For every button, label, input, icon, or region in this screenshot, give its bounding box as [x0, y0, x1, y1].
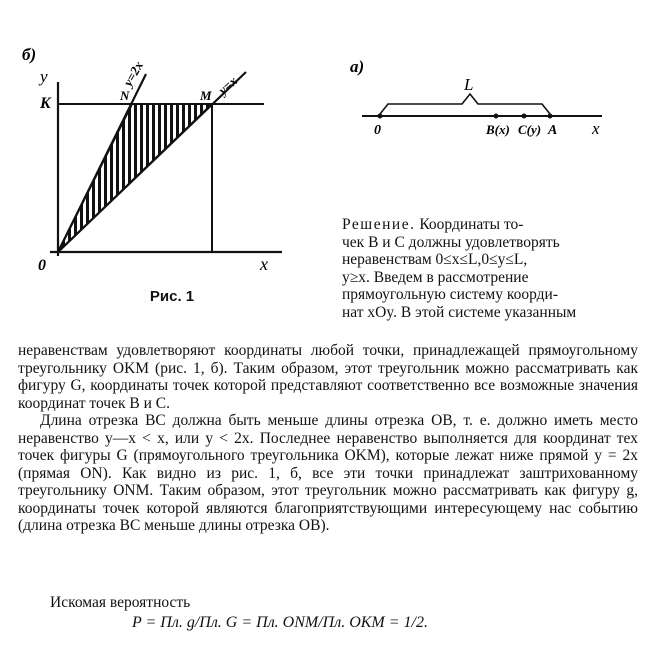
- solution-text: [342, 216, 638, 321]
- figure-b-panel-label: б): [22, 45, 37, 64]
- solution-line-5: прямоугольную систему коорди-: [342, 286, 558, 303]
- line-y-2x-label: y=2x: [120, 58, 147, 89]
- point-c-label: C(y): [518, 122, 542, 137]
- point-a: [548, 114, 553, 119]
- y-axis-label: y: [40, 67, 48, 86]
- point-b-label: B(x): [486, 122, 510, 137]
- solution-line-6: нат xOy. В этой системе указанным: [342, 303, 577, 321]
- segment-label: L: [464, 75, 474, 94]
- point-o: [378, 114, 383, 119]
- paragraph-1: неравенствам удовлетворяют координаты любой точки, принадлежащей прямоугольному треугольнику OKM (рис. 1, б). Таким образом, этот треугольник можно рассматривать как фигуру G, координаты точек которой представляют соответственно все возможные значения координат точек B и C.: [18, 342, 638, 412]
- figure-b-diagram: [20, 44, 320, 314]
- k-label: K: [40, 95, 51, 112]
- point-c: [522, 114, 527, 119]
- probability-formula: P = Пл. g/Пл. G = Пл. ONM/Пл. OKM = 1/2.: [132, 614, 428, 631]
- figure-a: [340, 56, 640, 166]
- solution-heading: Решение.: [342, 216, 416, 233]
- solution-line-2: чек B и C должны удовлетворять: [342, 233, 560, 251]
- segment-axis-label: x: [592, 119, 600, 138]
- body-text: [18, 342, 638, 535]
- m-label: M: [200, 88, 212, 103]
- solution-line-4: y≥x. Введем в рассмотрение: [342, 268, 529, 286]
- point-a-label: A: [548, 123, 558, 138]
- figure-a-diagram: [340, 56, 640, 166]
- figure-a-panel-label: а): [350, 57, 365, 76]
- answer-label: Искомая вероятность: [50, 594, 191, 611]
- figure-b: [20, 44, 320, 314]
- n-label: N: [120, 88, 130, 103]
- x-axis-label: x: [260, 254, 268, 274]
- point-b: [494, 114, 499, 119]
- figure-caption: Рис. 1: [149, 288, 195, 305]
- solution-line-3: неравенствам 0≤x≤L,0≤y≤L,: [342, 251, 528, 268]
- origin-label: 0: [38, 257, 46, 274]
- length-brace: [380, 94, 550, 114]
- point-o-label: 0: [374, 123, 381, 138]
- solution-line-1: [342, 216, 638, 234]
- line-y-x: [58, 72, 246, 252]
- solution-line-1-text: Координаты то-: [419, 216, 524, 233]
- line-y-x-label: y=x: [215, 73, 241, 98]
- paragraph-2: Длина отрезка BC должна быть меньше длины отрезка OB, т. е. должно иметь место неравенство y—x < x, или y < 2x. Последнее неравенство выполняется для координат тех точек фигуры G (прямоугольного треугольника OKM), которые лежат ниже прямой y = 2x (прямая ON). Как видно из рис. 1, б, все эти точки принадлежат заштрихованному треугольнику ONM. Таким образом, этот треугольник можно рассматривать как фигуру g, координаты точек которой являются благоприятствующими интересующему нас событию (длина отрезка BC меньше длины отрезка OB).: [18, 412, 638, 534]
